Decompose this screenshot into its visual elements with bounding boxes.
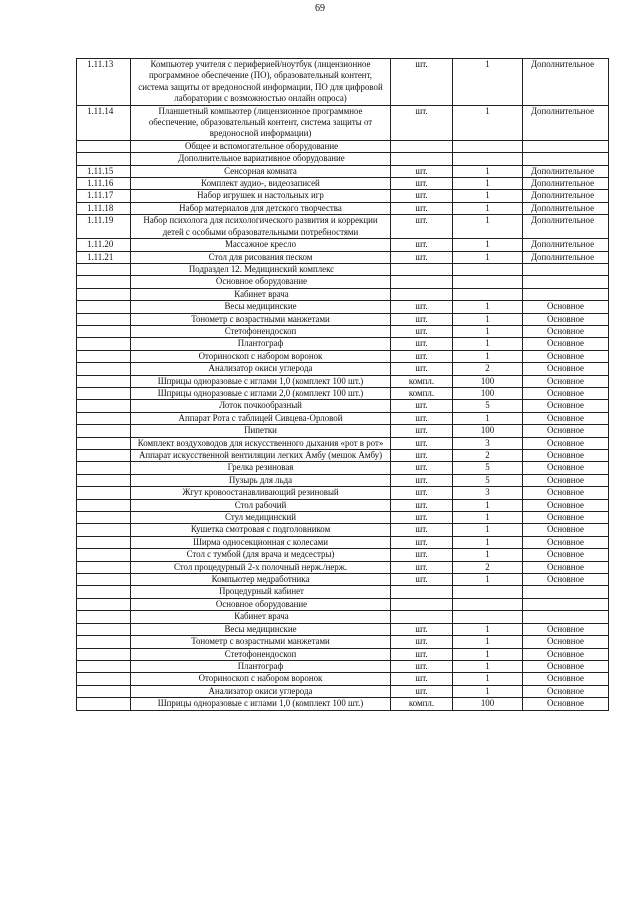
item-code-cell <box>77 611 131 623</box>
item-name-cell: Грелка резиновая <box>131 462 391 474</box>
quantity-cell: 100 <box>453 387 523 399</box>
table-row <box>77 215 609 239</box>
quantity-cell: 1 <box>453 251 523 263</box>
item-code-cell <box>77 698 131 710</box>
item-name-cell: Анализатор окиси углерода <box>131 363 391 375</box>
unit-cell: шт. <box>391 325 453 337</box>
item-name-cell: Стул медицинский <box>131 512 391 524</box>
quantity-cell: 1 <box>453 636 523 648</box>
equipment-type-cell: Основное <box>523 474 609 486</box>
quantity-cell: 1 <box>453 673 523 685</box>
item-name-cell: Стол рабочий <box>131 499 391 511</box>
equipment-type-cell: Основное <box>523 301 609 313</box>
item-code-cell <box>77 325 131 337</box>
table-row <box>77 251 609 263</box>
table-row <box>77 239 609 251</box>
table-row <box>77 499 609 511</box>
equipment-type-cell: Основное <box>523 698 609 710</box>
item-code-cell <box>77 673 131 685</box>
item-code-cell <box>77 350 131 362</box>
item-name-cell: Компьютер медработника <box>131 574 391 586</box>
table-row <box>77 425 609 437</box>
table-row <box>77 586 609 598</box>
item-code-cell: 1.11.21 <box>77 251 131 263</box>
quantity-cell: 1 <box>453 215 523 239</box>
quantity-cell: 2 <box>453 450 523 462</box>
item-name-cell: Шприцы одноразовые с иглами 1,0 (комплект 100 шт.) <box>131 698 391 710</box>
equipment-type-cell <box>523 611 609 623</box>
quantity-cell: 3 <box>453 437 523 449</box>
item-name-cell: Шприцы одноразовые с иглами 2,0 (комплект 100 шт.) <box>131 387 391 399</box>
equipment-type-cell: Дополнительное <box>523 215 609 239</box>
item-name-cell: Аппарат искусственной вентиляции легких Амбу (мешок Амбу) <box>131 450 391 462</box>
item-name-cell: Основное оборудование <box>131 598 391 610</box>
unit-cell: компл. <box>391 698 453 710</box>
item-name-cell: Тонометр с возрастными манжетами <box>131 313 391 325</box>
item-name-cell: Пипетки <box>131 425 391 437</box>
quantity-cell: 1 <box>453 301 523 313</box>
table-row <box>77 648 609 660</box>
equipment-type-cell: Дополнительное <box>523 59 609 106</box>
quantity-cell: 5 <box>453 462 523 474</box>
item-code-cell <box>77 338 131 350</box>
equipment-type-cell <box>523 288 609 300</box>
equipment-type-cell: Дополнительное <box>523 165 609 177</box>
item-code-cell <box>77 586 131 598</box>
item-code-cell <box>77 387 131 399</box>
item-code-cell <box>77 412 131 424</box>
unit-cell: шт. <box>391 190 453 202</box>
unit-cell <box>391 598 453 610</box>
equipment-type-cell: Дополнительное <box>523 251 609 263</box>
quantity-cell <box>453 263 523 275</box>
table-row <box>77 437 609 449</box>
item-name-cell: Комплект воздуховодов для искусственного дыхания «рот в рот» <box>131 437 391 449</box>
quantity-cell: 2 <box>453 561 523 573</box>
item-name-cell: Стол для рисования песком <box>131 251 391 263</box>
item-code-cell <box>77 140 131 152</box>
table-row <box>77 598 609 610</box>
table-row <box>77 685 609 697</box>
quantity-cell: 1 <box>453 178 523 190</box>
item-code-cell <box>77 598 131 610</box>
equipment-type-cell: Основное <box>523 673 609 685</box>
item-name-cell: Аппарат Рота с таблицей Сивцева-Орловой <box>131 412 391 424</box>
item-name-cell: Кушетка смотровая с подголовником <box>131 524 391 536</box>
quantity-cell: 1 <box>453 648 523 660</box>
unit-cell <box>391 586 453 598</box>
unit-cell: шт. <box>391 549 453 561</box>
equipment-type-cell: Основное <box>523 338 609 350</box>
item-code-cell <box>77 400 131 412</box>
table-row <box>77 363 609 375</box>
equipment-type-cell: Основное <box>523 660 609 672</box>
item-name-cell: Анализатор окиси углерода <box>131 685 391 697</box>
equipment-type-cell: Основное <box>523 512 609 524</box>
item-name-cell: Дополнительное вариативное оборудование <box>131 153 391 165</box>
item-name-cell: Весы медицинские <box>131 301 391 313</box>
equipment-type-cell: Основное <box>523 549 609 561</box>
unit-cell: шт. <box>391 301 453 313</box>
unit-cell: шт. <box>391 660 453 672</box>
equipment-type-cell: Дополнительное <box>523 178 609 190</box>
quantity-cell: 5 <box>453 400 523 412</box>
quantity-cell: 100 <box>453 425 523 437</box>
unit-cell: шт. <box>391 636 453 648</box>
equipment-type-cell <box>523 153 609 165</box>
table-row <box>77 165 609 177</box>
equipment-type-cell: Основное <box>523 499 609 511</box>
quantity-cell: 1 <box>453 325 523 337</box>
table-row <box>77 636 609 648</box>
equipment-type-cell <box>523 140 609 152</box>
equipment-type-cell: Дополнительное <box>523 190 609 202</box>
item-name-cell: Сенсорная комната <box>131 165 391 177</box>
equipment-type-cell: Основное <box>523 450 609 462</box>
item-code-cell <box>77 623 131 635</box>
item-name-cell: Шприцы одноразовые с иглами 1,0 (комплект 100 шт.) <box>131 375 391 387</box>
table-row <box>77 288 609 300</box>
quantity-cell <box>453 276 523 288</box>
item-name-cell: Комплект аудио-, видеозаписей <box>131 178 391 190</box>
equipment-type-cell: Основное <box>523 685 609 697</box>
table-row <box>77 474 609 486</box>
item-name-cell: Жгут кровоостанавливающий резиновый <box>131 487 391 499</box>
item-code-cell: 1.11.19 <box>77 215 131 239</box>
item-name-cell: Набор материалов для детского творчества <box>131 202 391 214</box>
item-name-cell: Стол с тумбой (для врача и медсестры) <box>131 549 391 561</box>
table-row <box>77 400 609 412</box>
quantity-cell: 1 <box>453 165 523 177</box>
item-name-cell: Оториноскоп с набором воронок <box>131 673 391 685</box>
unit-cell: шт. <box>391 425 453 437</box>
item-name-cell: Стол процедурный 2-х полочный нерж./нерж. <box>131 561 391 573</box>
quantity-cell: 1 <box>453 313 523 325</box>
quantity-cell: 1 <box>453 239 523 251</box>
table-row <box>77 178 609 190</box>
unit-cell: шт. <box>391 474 453 486</box>
unit-cell: шт. <box>391 648 453 660</box>
quantity-cell: 1 <box>453 412 523 424</box>
item-code-cell <box>77 536 131 548</box>
item-code-cell <box>77 153 131 165</box>
item-name-cell: Весы медицинские <box>131 623 391 635</box>
item-name-cell: Компьютер учителя с периферией/ноутбук (лицензионное программное обеспечение (ПО), образовательный контент, система защиты от вредоносной информации, ПО для цифровой лаборатории с возможностью онлайн опроса) <box>131 59 391 106</box>
item-name-cell: Плантограф <box>131 660 391 672</box>
table-row <box>77 105 609 140</box>
table-row <box>77 202 609 214</box>
quantity-cell: 1 <box>453 512 523 524</box>
equipment-type-cell: Основное <box>523 536 609 548</box>
item-name-cell: Лоток почкообразный <box>131 400 391 412</box>
quantity-cell: 100 <box>453 375 523 387</box>
equipment-type-cell: Основное <box>523 574 609 586</box>
item-code-cell <box>77 363 131 375</box>
unit-cell: шт. <box>391 561 453 573</box>
table-row <box>77 301 609 313</box>
unit-cell: компл. <box>391 375 453 387</box>
item-name-cell: Ширма односекционная с колесами <box>131 536 391 548</box>
quantity-cell: 2 <box>453 363 523 375</box>
unit-cell: шт. <box>391 487 453 499</box>
unit-cell: шт. <box>391 412 453 424</box>
equipment-type-cell: Основное <box>523 437 609 449</box>
item-code-cell <box>77 524 131 536</box>
unit-cell: компл. <box>391 387 453 399</box>
item-code-cell <box>77 425 131 437</box>
unit-cell: шт. <box>391 623 453 635</box>
unit-cell: шт. <box>391 400 453 412</box>
equipment-type-cell <box>523 276 609 288</box>
unit-cell: шт. <box>391 574 453 586</box>
table-row <box>77 450 609 462</box>
quantity-cell <box>453 288 523 300</box>
item-code-cell <box>77 462 131 474</box>
unit-cell: шт. <box>391 313 453 325</box>
unit-cell: шт. <box>391 215 453 239</box>
quantity-cell <box>453 611 523 623</box>
equipment-type-cell: Основное <box>523 462 609 474</box>
item-code-cell <box>77 263 131 275</box>
item-code-cell <box>77 685 131 697</box>
item-code-cell <box>77 474 131 486</box>
quantity-cell: 1 <box>453 202 523 214</box>
unit-cell: шт. <box>391 165 453 177</box>
item-code-cell <box>77 313 131 325</box>
equipment-type-cell: Основное <box>523 487 609 499</box>
quantity-cell <box>453 586 523 598</box>
item-code-cell: 1.11.13 <box>77 59 131 106</box>
table-row <box>77 673 609 685</box>
quantity-cell: 5 <box>453 474 523 486</box>
unit-cell <box>391 288 453 300</box>
equipment-type-cell: Основное <box>523 561 609 573</box>
item-code-cell: 1.11.18 <box>77 202 131 214</box>
unit-cell <box>391 263 453 275</box>
unit-cell: шт. <box>391 251 453 263</box>
item-code-cell <box>77 561 131 573</box>
equipment-type-cell <box>523 598 609 610</box>
unit-cell <box>391 153 453 165</box>
table-row <box>77 660 609 672</box>
unit-cell <box>391 140 453 152</box>
item-name-cell: Кабинет врача <box>131 288 391 300</box>
item-code-cell <box>77 450 131 462</box>
unit-cell: шт. <box>391 202 453 214</box>
item-code-cell <box>77 375 131 387</box>
unit-cell: шт. <box>391 105 453 140</box>
unit-cell: шт. <box>391 338 453 350</box>
item-code-cell <box>77 512 131 524</box>
equipment-table <box>76 58 609 711</box>
unit-cell: шт. <box>391 524 453 536</box>
unit-cell: шт. <box>391 673 453 685</box>
item-code-cell: 1.11.17 <box>77 190 131 202</box>
equipment-type-cell: Дополнительное <box>523 202 609 214</box>
item-code-cell <box>77 549 131 561</box>
quantity-cell: 1 <box>453 623 523 635</box>
quantity-cell: 1 <box>453 105 523 140</box>
unit-cell <box>391 276 453 288</box>
equipment-type-cell: Основное <box>523 623 609 635</box>
item-code-cell: 1.11.16 <box>77 178 131 190</box>
item-name-cell: Подраздел 12. Медицинский комплекс <box>131 263 391 275</box>
item-code-cell: 1.11.20 <box>77 239 131 251</box>
table-row <box>77 462 609 474</box>
unit-cell: шт. <box>391 437 453 449</box>
table-row <box>77 698 609 710</box>
equipment-type-cell: Основное <box>523 387 609 399</box>
unit-cell: шт. <box>391 512 453 524</box>
item-code-cell <box>77 648 131 660</box>
quantity-cell: 1 <box>453 59 523 106</box>
table-row <box>77 325 609 337</box>
table-row <box>77 140 609 152</box>
table-row <box>77 524 609 536</box>
equipment-type-cell: Дополнительное <box>523 105 609 140</box>
quantity-cell: 100 <box>453 698 523 710</box>
table-row <box>77 536 609 548</box>
unit-cell: шт. <box>391 450 453 462</box>
quantity-cell: 1 <box>453 338 523 350</box>
item-code-cell <box>77 301 131 313</box>
quantity-cell: 1 <box>453 574 523 586</box>
table-row <box>77 338 609 350</box>
equipment-type-cell: Основное <box>523 350 609 362</box>
table-row <box>77 574 609 586</box>
equipment-type-cell: Основное <box>523 412 609 424</box>
item-name-cell: Стетофонендоскоп <box>131 648 391 660</box>
table-row <box>77 350 609 362</box>
quantity-cell: 1 <box>453 350 523 362</box>
quantity-cell: 1 <box>453 499 523 511</box>
unit-cell: шт. <box>391 462 453 474</box>
equipment-type-cell: Основное <box>523 400 609 412</box>
item-code-cell: 1.11.15 <box>77 165 131 177</box>
equipment-type-cell: Основное <box>523 313 609 325</box>
quantity-cell: 1 <box>453 685 523 697</box>
equipment-type-cell: Основное <box>523 325 609 337</box>
item-name-cell: Основное оборудование <box>131 276 391 288</box>
item-name-cell: Процедурный кабинет <box>131 586 391 598</box>
table-row <box>77 561 609 573</box>
item-name-cell: Оториноскоп с набором воронок <box>131 350 391 362</box>
equipment-table-body <box>77 59 609 711</box>
unit-cell: шт. <box>391 499 453 511</box>
equipment-type-cell: Основное <box>523 636 609 648</box>
item-name-cell: Планшетный компьютер (лицензионное программное обеспечение, образовательный контент, система защиты от вредоносной информации) <box>131 105 391 140</box>
item-name-cell: Пузырь для льда <box>131 474 391 486</box>
item-name-cell: Плантограф <box>131 338 391 350</box>
item-code-cell: 1.11.14 <box>77 105 131 140</box>
table-row <box>77 59 609 106</box>
quantity-cell <box>453 598 523 610</box>
item-name-cell: Общее и вспомогательное оборудование <box>131 140 391 152</box>
item-code-cell <box>77 288 131 300</box>
item-name-cell: Кабинет врача <box>131 611 391 623</box>
table-row <box>77 263 609 275</box>
item-code-cell <box>77 487 131 499</box>
quantity-cell <box>453 140 523 152</box>
page-number: 69 <box>315 3 325 14</box>
equipment-type-cell: Основное <box>523 648 609 660</box>
quantity-cell: 1 <box>453 536 523 548</box>
item-code-cell <box>77 660 131 672</box>
table-row <box>77 387 609 399</box>
unit-cell: шт. <box>391 685 453 697</box>
item-code-cell <box>77 499 131 511</box>
item-code-cell <box>77 437 131 449</box>
table-row <box>77 512 609 524</box>
quantity-cell: 1 <box>453 660 523 672</box>
table-row <box>77 313 609 325</box>
table-row <box>77 412 609 424</box>
table-row <box>77 487 609 499</box>
item-name-cell: Набор игрушек и настольных игр <box>131 190 391 202</box>
item-code-cell <box>77 636 131 648</box>
quantity-cell: 1 <box>453 190 523 202</box>
unit-cell: шт. <box>391 178 453 190</box>
item-name-cell: Тонометр с возрастными манжетами <box>131 636 391 648</box>
table-row <box>77 611 609 623</box>
unit-cell: шт. <box>391 239 453 251</box>
table-row <box>77 623 609 635</box>
table-row <box>77 276 609 288</box>
table-row <box>77 549 609 561</box>
equipment-type-cell: Основное <box>523 425 609 437</box>
quantity-cell: 1 <box>453 524 523 536</box>
item-code-cell <box>77 276 131 288</box>
equipment-type-cell <box>523 586 609 598</box>
quantity-cell: 3 <box>453 487 523 499</box>
unit-cell: шт. <box>391 536 453 548</box>
equipment-type-cell: Основное <box>523 375 609 387</box>
unit-cell: шт. <box>391 59 453 106</box>
table-row <box>77 153 609 165</box>
unit-cell: шт. <box>391 363 453 375</box>
unit-cell <box>391 611 453 623</box>
unit-cell: шт. <box>391 350 453 362</box>
equipment-type-cell <box>523 263 609 275</box>
equipment-type-cell: Дополнительное <box>523 239 609 251</box>
item-code-cell <box>77 574 131 586</box>
equipment-type-cell: Основное <box>523 524 609 536</box>
quantity-cell: 1 <box>453 549 523 561</box>
table-row <box>77 190 609 202</box>
item-name-cell: Стетофонендоскоп <box>131 325 391 337</box>
quantity-cell <box>453 153 523 165</box>
table-row <box>77 375 609 387</box>
equipment-type-cell: Основное <box>523 363 609 375</box>
item-name-cell: Массажное кресло <box>131 239 391 251</box>
item-name-cell: Набор психолога для психологического развития и коррекции детей с особыми образовательными потребностями <box>131 215 391 239</box>
